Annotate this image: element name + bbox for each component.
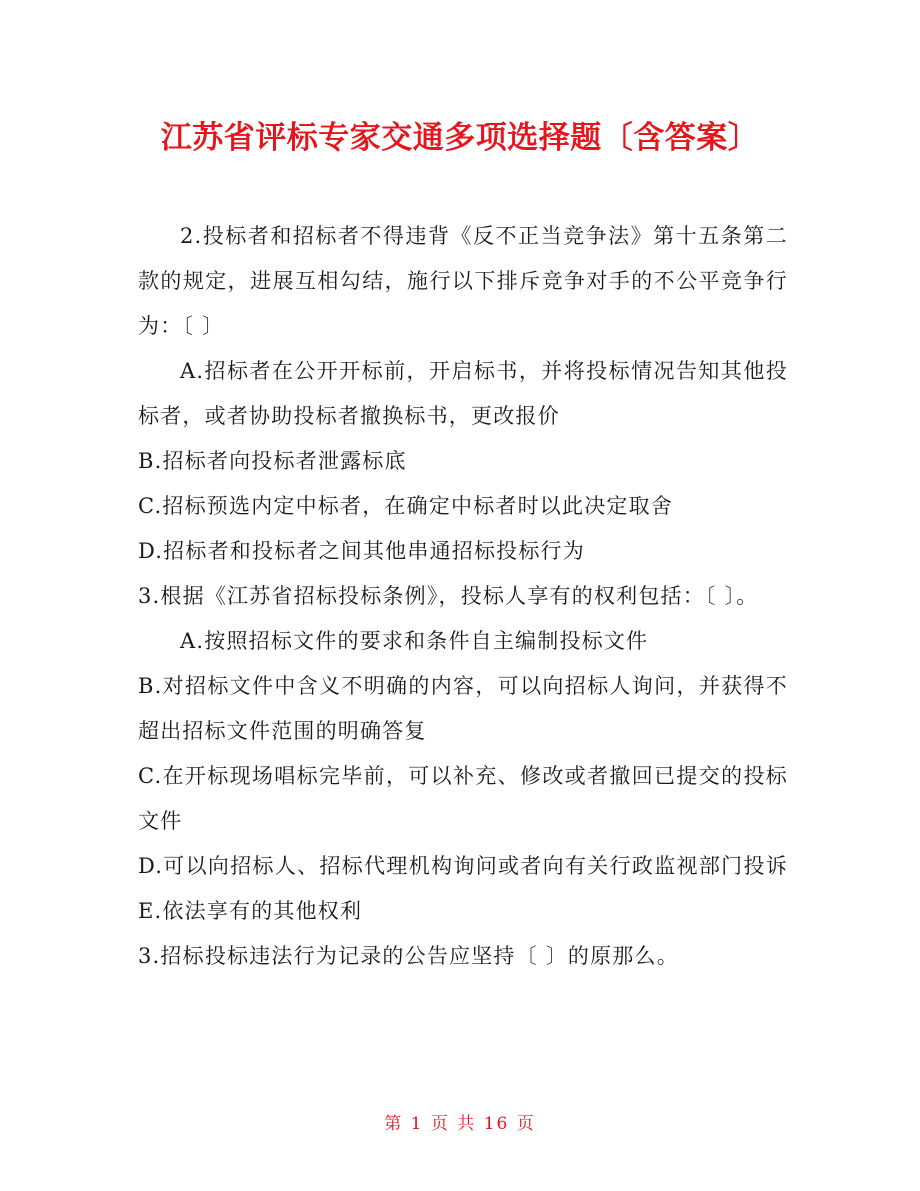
paragraph-question-2: 2.投标者和招标者不得违背《反不正当竞争法》第十五条第二款的规定，进展互相勾结，施行以下排斥竞争对手的不公平竞争行为：〔 〕: [138, 224, 788, 338]
document-body: [138, 214, 788, 979]
paragraph-question-3b: 3.招标投标违法行为记录的公告应坚持〔 〕的原那么。: [138, 944, 679, 968]
paragraph-question-3: 3.根据《江苏省招标投标条例》，投标人享有的权利包括：〔 〕。: [138, 584, 759, 608]
paragraph-option-b-2: B.对招标文件中含义不明确的内容，可以向招标人询问，并获得不超出招标文件范围的明确答复: [138, 674, 788, 743]
paragraph-option-a-2: A.按照招标文件的要求和条件自主编制投标文件: [180, 629, 649, 653]
paragraph-option-c-2: C.在开标现场唱标完毕前，可以补充、修改或者撤回已提交的投标文件: [138, 764, 788, 833]
paragraph-option-b: B.招标者向投标者泄露标底: [138, 449, 407, 473]
paragraph-option-a: A.招标者在公开开标前，开启标书，并将投标情况告知其他投标者，或者协助投标者撤换标书，更改报价: [138, 359, 788, 428]
document-title: 江苏省评标专家交通多项选择题〔含答案〕: [160, 120, 760, 156]
page-number-footer: 第 1 页 共 16 页: [384, 1114, 536, 1134]
paragraph-option-d-2: D.可以向招标人、招标代理机构询问或者向有关行政监视部门投诉 E.依法享有的其他权利: [138, 854, 788, 923]
paragraph-option-d: D.招标者和投标者之间其他串通招标投标行为: [138, 539, 585, 563]
paragraph-option-c: C.招标预选内定中标者，在确定中标者时以此决定取舍: [138, 494, 673, 518]
